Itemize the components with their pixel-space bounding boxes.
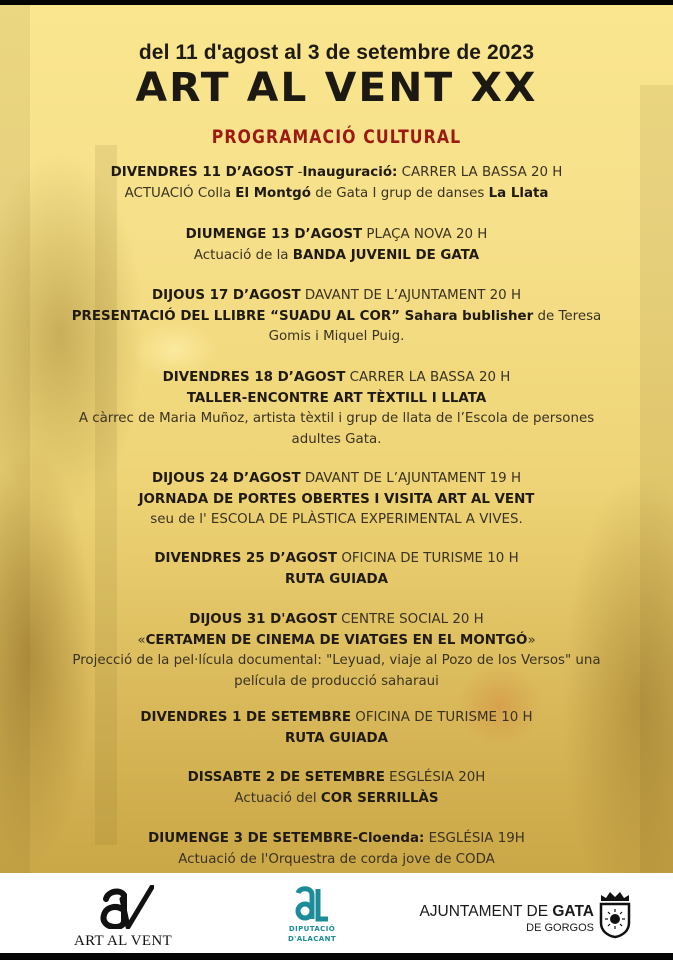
event-item <box>30 163 643 204</box>
event-text-bold: El Montgó <box>235 185 311 201</box>
event-detail-line <box>30 307 643 328</box>
event-date-venue <box>30 163 643 184</box>
event-text: CARRER LA BASSA 20 H <box>345 370 511 385</box>
event-date-venue <box>30 549 643 570</box>
ajuntament-name-regular: AJUNTAMENT DE <box>419 903 553 920</box>
event-item <box>30 768 643 809</box>
event-item <box>30 829 643 870</box>
poster-background <box>0 5 673 873</box>
event-text: de Teresa <box>533 308 602 324</box>
av-monogram-icon <box>98 885 154 929</box>
event-text-bold: BANDA JUVENIL DE GATA <box>292 247 480 263</box>
event-text: » <box>527 632 536 648</box>
event-text: Actuació de l'Orquestra de corda jove de CODA <box>178 851 495 867</box>
event-detail-line <box>30 631 643 652</box>
event-text: ESGLÉSIA 20H <box>384 770 486 785</box>
event-text: PLAÇA NOVA 20 H <box>362 227 488 242</box>
event-text: de Gata I grup de danses <box>310 185 489 201</box>
event-text: « <box>137 632 146 648</box>
event-text: OFICINA DE TURISME 10 H <box>351 710 533 725</box>
event-item <box>30 469 643 531</box>
event-item <box>30 610 643 692</box>
event-text-bold: DIVENDRES 1 DE SETEMBRE <box>140 710 352 725</box>
event-text: adultes Gata. <box>291 431 382 447</box>
event-text-bold: TALLER-ENCONTRE ART TÈXTILL I LLATA <box>186 390 487 406</box>
street-shadow-left <box>0 5 30 873</box>
event-text: DAVANT DE L’AJUNTAMENT 19 H <box>300 471 522 486</box>
ajuntament-gata-logo <box>404 887 634 943</box>
event-text-bold: RUTA GUIADA <box>285 730 388 746</box>
event-detail-line <box>30 850 643 871</box>
event-text: Actuació del <box>234 790 321 806</box>
event-text: seu de l' ESCOLA DE PLÀSTICA EXPERIMENTAL A VIVES. <box>150 512 523 527</box>
event-text: CENTRE SOCIAL 20 H <box>336 612 484 627</box>
event-text-bold: DIVENDRES 25 D’AGOST <box>154 551 338 566</box>
event-text-bold: DIJOUS 31 D'AGOST <box>189 612 337 627</box>
event-text: Projecció de la pel·lícula documental: "Leyuad, viaje al Pozo de los Versos" una <box>72 653 601 668</box>
event-text-bold: DISSABTE 2 DE SETEMBRE <box>187 770 385 785</box>
event-detail-line <box>30 389 643 410</box>
diputacio-label-line1: DIPUTACIÓ <box>288 925 336 933</box>
event-detail-line <box>30 246 643 267</box>
bottom-border <box>0 953 673 960</box>
event-text: OFICINA DE TURISME 10 H <box>337 551 519 566</box>
event-text-bold: PRESENTACIÓ DEL LLIBRE “SUADU AL COR” Sahara bublisher <box>71 308 534 324</box>
art-al-vent-label: ART AL VENT <box>74 933 172 949</box>
ajuntament-subname: DE GORGOS <box>526 922 594 934</box>
sponsor-footer <box>0 873 673 953</box>
main-title: ART AL VENT XX <box>135 65 538 111</box>
event-text-bold: DIJOUS 17 D’AGOST <box>151 288 301 303</box>
event-text: CARRER LA BASSA 20 H <box>397 165 563 180</box>
event-date-venue <box>30 708 643 729</box>
event-text-bold: DIVENDRES 11 D’AGOST <box>110 165 294 180</box>
diputacio-label-line2: D'ALACANT <box>287 935 337 943</box>
event-text-bold: CERTAMEN DE CINEMA DE VIATGES EN EL MONTGÓ <box>145 632 528 648</box>
event-text-bold: COR SERRILLÀS <box>320 790 439 806</box>
event-text-bold: La Llata <box>488 185 549 201</box>
event-item <box>30 708 643 749</box>
event-text: Gomis i Miquel Puig. <box>268 329 405 344</box>
event-item <box>30 286 643 348</box>
event-date-venue <box>30 368 643 389</box>
event-detail-line <box>30 430 643 451</box>
event-date-venue <box>30 768 643 789</box>
event-text-bold: DIUMENGE 13 D’AGOST <box>185 227 363 242</box>
ajuntament-name-bold: GATA <box>552 903 594 920</box>
event-detail-line <box>30 327 643 348</box>
event-item <box>30 368 643 450</box>
event-detail-line <box>30 789 643 810</box>
event-text: ACTUACIÓ Colla <box>124 185 236 201</box>
event-text: A càrrec de Maria Muñoz, artista tèxtil i grup de llata de l’Escola de persones <box>78 411 595 426</box>
diputacio-alacant-logo <box>284 885 340 949</box>
event-date-venue <box>30 610 643 631</box>
art-al-vent-logo <box>62 883 184 949</box>
event-text-bold: Inauguració: <box>302 165 398 180</box>
event-detail-line <box>30 409 643 430</box>
event-date-venue <box>30 286 643 307</box>
event-detail-line <box>30 729 643 750</box>
ajuntament-name <box>419 903 594 921</box>
crowned-shield-icon <box>598 889 632 939</box>
al-monogram-icon <box>294 885 330 923</box>
event-detail-line <box>30 490 643 511</box>
event-text-bold: DIJOUS 24 D’AGOST <box>151 471 301 486</box>
event-text-bold: DIVENDRES 18 D’AGOST <box>162 370 346 385</box>
event-text-bold: JORNADA DE PORTES OBERTES I VISITA ART AL VENT <box>138 491 535 507</box>
date-range: del 11 d'agost al 3 de setembre de 2023 <box>138 41 535 64</box>
event-date-venue <box>30 225 643 246</box>
street-shadow-right <box>640 85 673 873</box>
event-text: Actuació de la <box>193 247 293 263</box>
event-detail-line <box>30 651 643 672</box>
program-subtitle: PROGRAMACIÓ CULTURAL <box>211 126 462 148</box>
event-date-venue <box>30 469 643 490</box>
event-text-bold: RUTA GUIADA <box>285 571 388 587</box>
event-text-bold: DIUMENGE 3 DE SETEMBRE-Cloenda: <box>148 831 425 846</box>
event-item <box>30 549 643 590</box>
event-detail-line <box>30 672 643 693</box>
event-text: - <box>293 165 303 180</box>
event-text: DAVANT DE L’AJUNTAMENT 20 H <box>300 288 522 303</box>
event-detail-line <box>30 570 643 591</box>
event-text: película de producció saharaui <box>234 673 439 689</box>
event-detail-line <box>30 510 643 531</box>
event-detail-line <box>30 184 643 205</box>
event-date-venue <box>30 829 643 850</box>
event-text: ESGLÉSIA 19H <box>424 831 525 846</box>
event-item <box>30 225 643 266</box>
